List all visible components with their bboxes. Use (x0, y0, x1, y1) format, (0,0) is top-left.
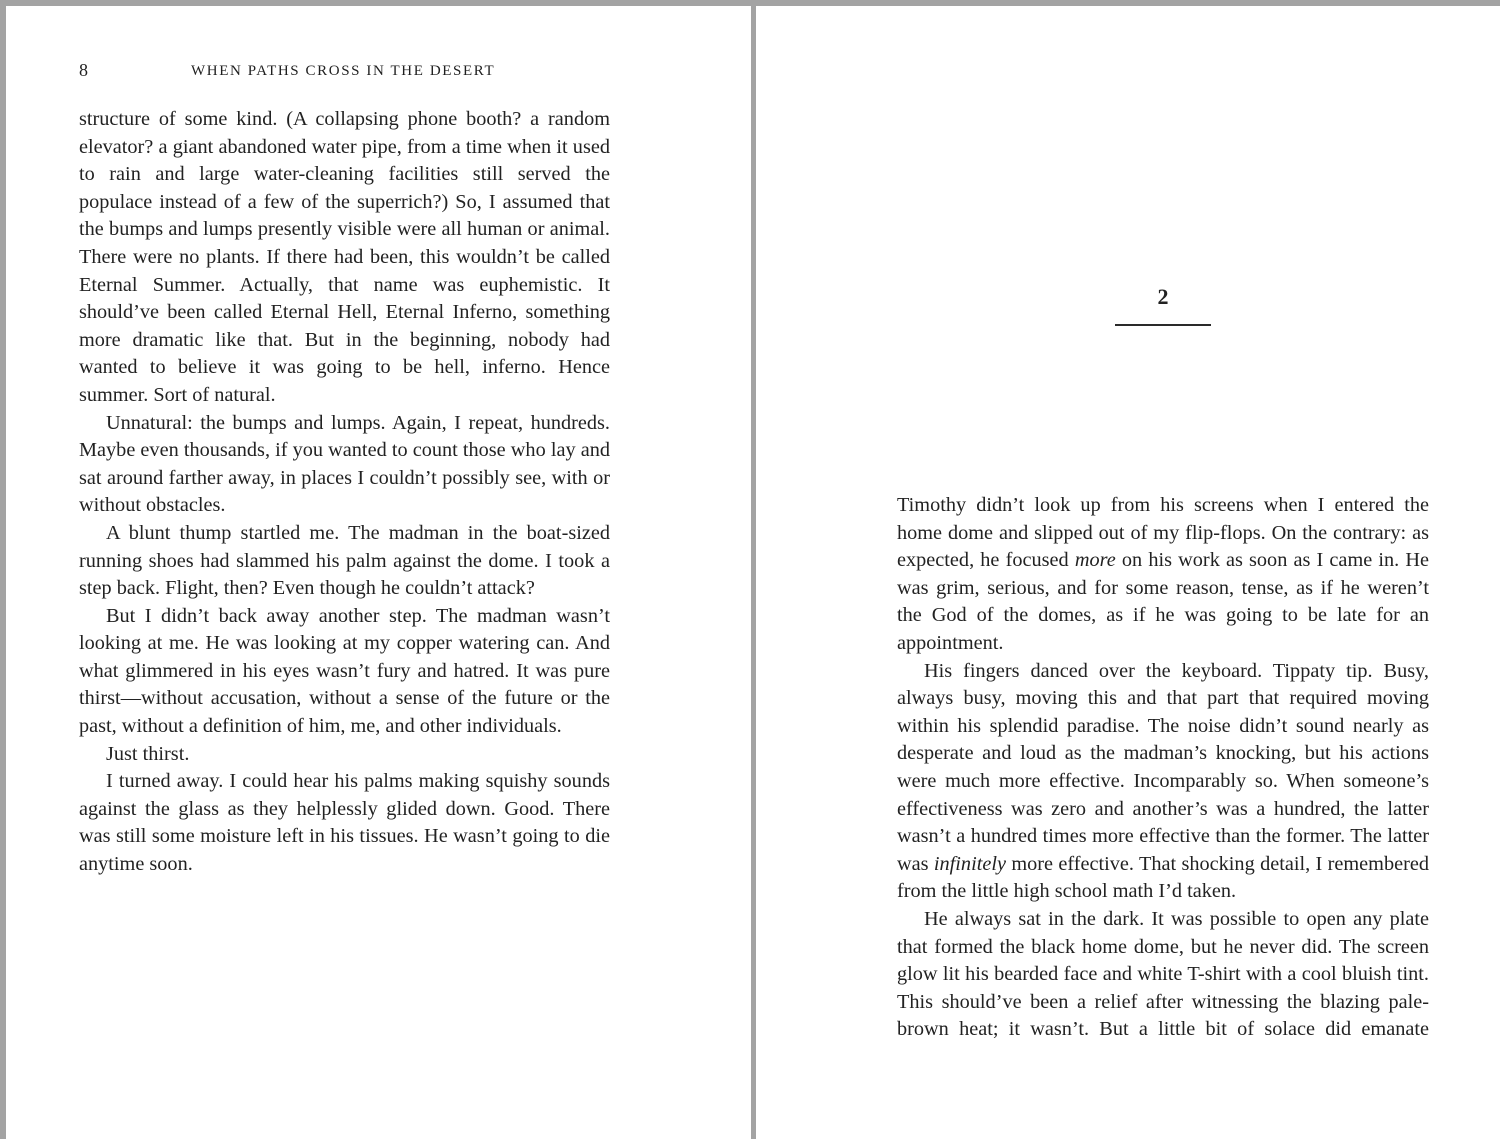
paragraph: Unnatural: the bumps and lumps. Again, I repeat, hundreds. Maybe even thousands, if you wanted to count those who lay and sat around farther away, in places I couldn’t possibly see, with or without obstacles. (79, 411, 610, 517)
left-page-body (79, 106, 610, 879)
right-page (756, 6, 1500, 1139)
paragraph: But I didn’t back away another step. The madman wasn’t looking at me. He was looking at my copper watering can. And what glimmered in his eyes wasn’t fury and hatred. It was pure thirst—without accusation, without a sense of the future or the past, without a definition of him, me, and other individuals. (79, 604, 610, 738)
paragraph (897, 658, 1429, 906)
paragraph-text: His fingers danced over the keyboard. Tippaty tip. Busy, always busy, moving this and that part that required moving within his splendid paradise. The noise didn’t sound nearly as desperate and loud as the madman’s knocking, but his actions were much more effective. Incomparably so. When someone’s effectiveness was zero and another’s was a hundred, the latter wasn’t a hundred times more effective than the former. The latter was (897, 659, 1429, 875)
paragraph-text: He always sat in the dark. It was possible to open any plate that formed the black home dome, but he never did. The screen glow lit his bearded face and white T-shirt with a cool bluish tint. This should’ve been a relief after witnessing the blazing pale-brown heat; it wasn’t. But a little bit of solace did emanate (897, 907, 1429, 1041)
chapter-number: 2 (1157, 284, 1169, 309)
running-head (79, 60, 610, 84)
page-number: 8 (79, 60, 88, 80)
paragraph: A blunt thump startled me. The madman in the boat-sized running shoes had slammed his palm against the dome. I took a step back. Flight, then? Even though he couldn’t attack? (79, 521, 610, 600)
paragraph (897, 492, 1429, 658)
emphasis-text: infinitely (933, 852, 1006, 875)
right-page-body (897, 492, 1429, 1044)
paragraph: I turned away. I could hear his palms making squishy sounds against the glass as they helplessly glided down. Good. There was still some moisture left in his tissues. He wasn’t going to die anytime soon. (79, 770, 610, 876)
running-title: WHEN PATHS CROSS IN THE DESERT (191, 63, 496, 79)
emphasis-text: more (1074, 549, 1116, 572)
chapter-rule (1115, 324, 1211, 326)
paragraph: structure of some kind. (A collapsing phone booth? a random elevator? a giant abandoned water pipe, from a time when it used to rain and large water-cleaning facilities still served the populace instead of a few of the superrich?) So, I assumed that the bumps and lumps presently visible were all human or animal. There were no plants. If there had been, this wouldn’t be called Eternal Summer. Actually, that name was euphemistic. It should’ve been called Eternal Hell, Eternal Inferno, something more dramatic like that. But in the beginning, nobody had wanted to believe it was going to be hell, inferno. Hence summer. Sort of natural. (79, 108, 610, 406)
paragraph: Just thirst. (106, 742, 190, 765)
paragraph-text: more effective. That shocking detail, I remembered from the little high school math I’d taken. (897, 852, 1429, 903)
paragraph-last (897, 906, 1429, 1044)
paragraph-text: on his work as soon as I came in. He was grim, serious, and for some reason, tense, as if he weren’t the God of the domes, as if he was going to be late for an appointment. (897, 549, 1430, 654)
left-page (6, 6, 751, 1139)
paragraph-text: Timothy didn’t look up from his screens when I entered the home dome and slipped out of my flip-flops. On the contrary: as expected, he focused (897, 494, 1429, 572)
